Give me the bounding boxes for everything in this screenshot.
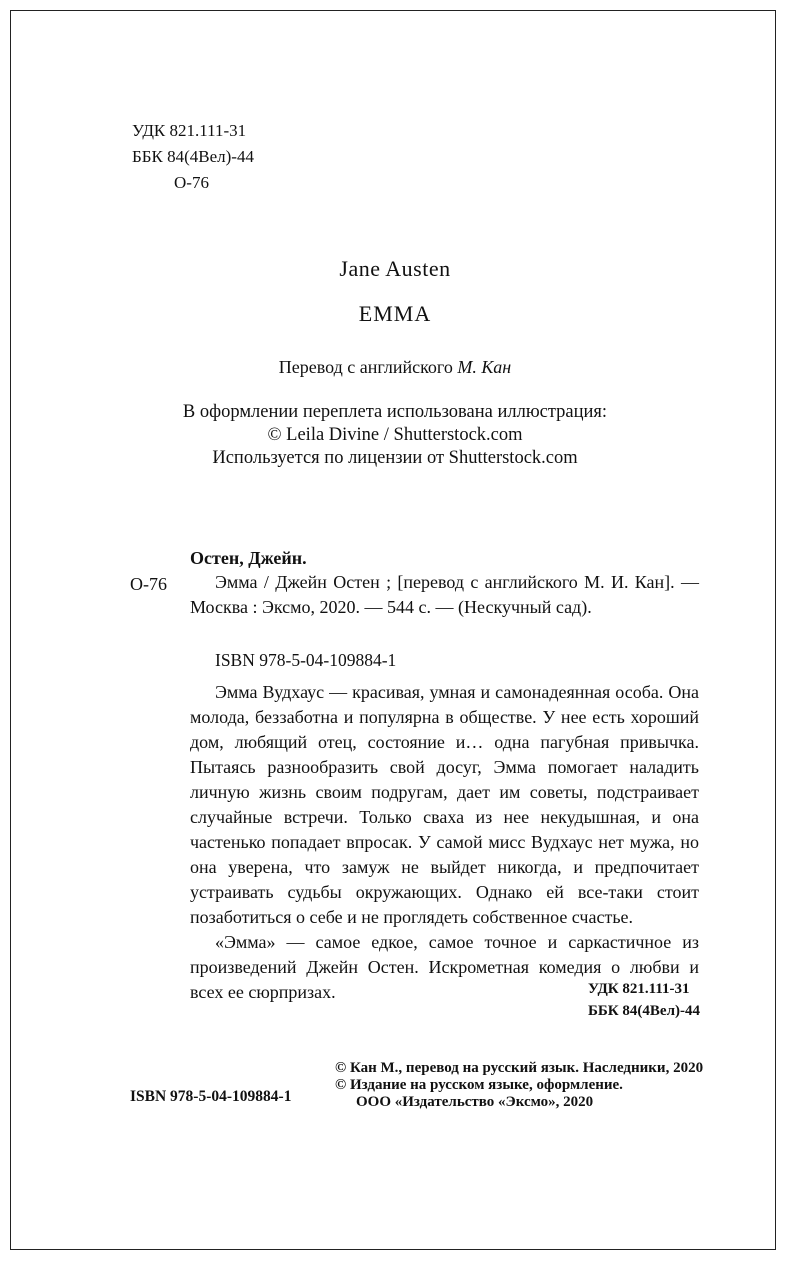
author-name-original: Jane Austen	[339, 256, 451, 281]
bbk-code: ББК 84(4Вел)-44	[132, 147, 254, 166]
catalog-author-mark: О-76	[130, 574, 167, 594]
annotation	[190, 680, 699, 1005]
illustration-credit	[0, 401, 790, 470]
udk-code: УДК 821.111-31	[132, 121, 247, 140]
annotation-paragraph-2: «Эмма» — самое едкое, самое точное и саркастичное из произведений Джейн Остен. Искрометная комедия о любви и всех ее сюрпризах.	[190, 932, 699, 1002]
copyright-line-1: © Кан М., перевод на русский язык. Наследники, 2020	[335, 1060, 704, 1076]
catalog-author: Остен, Джейн.	[190, 548, 307, 568]
classification-block-top	[132, 118, 254, 196]
classification-block-bottom	[588, 978, 700, 1022]
catalog-isbn: ISBN 978-5-04-109884-1	[215, 650, 397, 670]
udk-code-bottom: УДК 821.111-31	[587, 981, 690, 997]
illustration-line-2: © Leila Divine / Shutterstock.com	[267, 425, 523, 445]
translator-name: М. Кан	[457, 357, 512, 377]
bbk-code-bottom: ББК 84(4Вел)-44	[587, 1003, 700, 1019]
title-original: EMMA	[358, 301, 432, 326]
author-mark: О-76	[174, 173, 209, 192]
copyright-line-3: ООО «Издательство «Эксмо», 2020	[356, 1094, 594, 1110]
illustration-line-3: Используется по лицензии от Shutterstock.com	[212, 448, 578, 468]
catalog-description: Эмма / Джейн Остен ; [перевод с английского М. И. Кан]. — Москва : Эксмо, 2020. — 544 с. — (Нескучный сад).	[190, 572, 699, 617]
copyright-line-2: © Издание на русском языке, оформление.	[335, 1077, 623, 1093]
translator-line	[0, 357, 790, 378]
annotation-paragraph-1: Эмма Вудхаус — красивая, умная и самонадеянная особа. Она молода, беззаботна и популярна в обществе. У нее есть хороший дом, любящий отец, состояние и… одна пагубная привычка. Пытаясь разнообразить свой досуг, Эмма помогает наладить личную жизнь своим подругам, дает им советы, подстраивает случайные встречи. Только сваха из нее некудышная, и она частенько попадает впросак. У самой мисс Вудхаус нет мужа, но она уверена, что замуж не выйдет никогда, и предпочитает устраивать судьбы окружающих. Однако ей все-таки стоит позаботиться о себе и не проглядеть собственное счастье.	[190, 682, 699, 927]
illustration-line-1: В оформлении переплета использована иллюстрация:	[182, 402, 608, 422]
copyright-block	[335, 1060, 703, 1111]
translator-prefix: Перевод с английского	[278, 357, 453, 377]
isbn-bottom: ISBN 978-5-04-109884-1	[130, 1088, 292, 1105]
